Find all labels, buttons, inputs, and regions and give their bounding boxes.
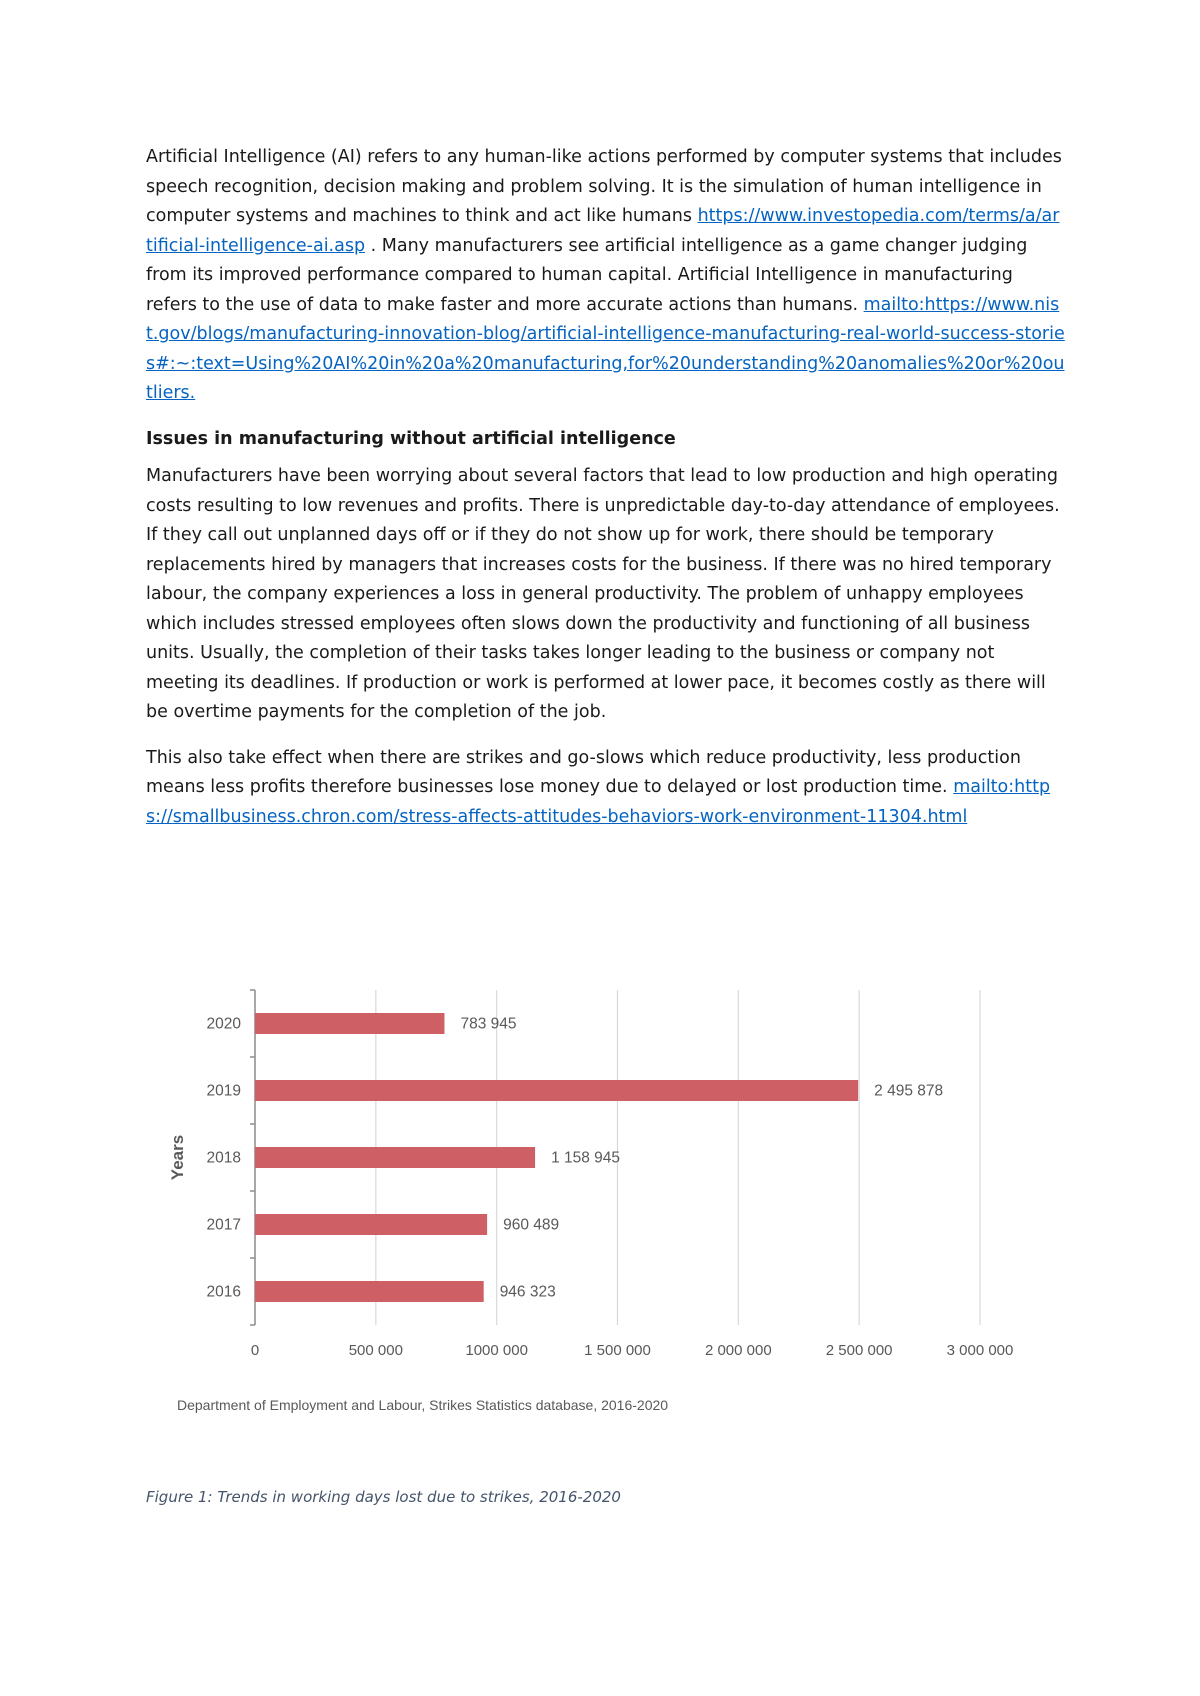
y-tick-label: 2017 — [206, 1216, 241, 1234]
paragraph-strikes — [146, 744, 1066, 833]
y-tick-label: 2020 — [206, 1015, 241, 1033]
paragraph-text: . Many manufacturers see artificial intelligence as a game changer judging from its improved performance compared to human capital. Artificial Intelligence in manufacturing refers to the use of data to make faster and more accurate actions than humans. — [146, 235, 1028, 315]
y-tick-label: 2019 — [206, 1082, 241, 1100]
data-label: 1 158 945 — [551, 1149, 621, 1167]
bar — [255, 1080, 858, 1101]
x-tick-label: 1000 000 — [465, 1342, 528, 1359]
paragraph-issues: Manufacturers have been worrying about several factors that lead to low production and high operating costs resulting to low revenues and profits. There is unpredictable day-to-day attendance of employees. If they call out unplanned days off or if they do not show up for work, there should be temporary replacements hired by managers that increases costs for the business. If there was no hired temporary labour, the company experiences a loss in general productivity. The problem of unhappy employees which includes stressed employees often slows down the productivity and functioning of all business units. Usually, the completion of their tasks takes longer leading to the business or company not meeting its deadlines. If production or work is performed at lower pace, it becomes costly as there will be overtime payments for the completion of the job. — [146, 466, 1060, 722]
strikes-chart — [150, 980, 1050, 1420]
x-tick-label: 2 500 000 — [825, 1342, 893, 1359]
paragraph-ai-definition — [146, 143, 1066, 409]
paragraph-text: This also take effect when there are strikes and go-slows which reduce productivity, less production means less profits therefore businesses lose money due to delayed or lost production time. — [146, 747, 1021, 797]
chart-source: Department of Employment and Labour, Strikes Statistics database, 2016-2020 — [177, 1397, 669, 1413]
data-label: 960 489 — [503, 1216, 560, 1234]
figure-caption: Figure 1: Trends in working days lost due to strikes, 2016-2020 — [146, 1488, 621, 1506]
y-tick-label: 2018 — [206, 1149, 241, 1167]
paragraph-text: Artificial Intelligence (AI) refers to any human-like actions performed by computer systems that includes speech recognition, decision making and problem solving. It is the simulation of human intelligence in computer systems and machines to think and act like humans — [146, 147, 1062, 226]
investopedia-link[interactable]: https://www.investopedia.com/terms/a/artificial-intelligence-ai.asp — [146, 206, 1060, 256]
chron-link[interactable]: mailto:https://smallbusiness.chron.com/stress-affects-attitudes-behaviors-work-environment-11304.html — [146, 777, 1051, 827]
y-tick-label: 2016 — [206, 1283, 241, 1301]
bar — [255, 1147, 535, 1168]
bar — [255, 1281, 484, 1302]
data-label: 2 495 878 — [874, 1082, 944, 1100]
data-label: 946 323 — [499, 1283, 556, 1301]
x-tick-label: 1 500 000 — [584, 1342, 651, 1359]
section-heading: Issues in manufacturing without artificial intelligence — [146, 428, 676, 449]
bar — [255, 1214, 487, 1235]
x-tick-label: 2 000 000 — [704, 1342, 772, 1359]
x-tick-label: 500 000 — [348, 1342, 403, 1359]
nist-link[interactable]: mailto:https://www.nist.gov/blogs/manufacturing-innovation-blog/artificial-intelligence-manufacturing-real-world-success-stories#:~:text=Using%20AI%20in%20a%20manufacturing,for%20understanding%20anomalies%20or%20outliers. — [146, 294, 1065, 403]
document-body — [146, 143, 1066, 848]
data-label: 783 945 — [460, 1015, 517, 1033]
bar — [255, 1013, 444, 1034]
y-axis-label: Years — [168, 1134, 187, 1181]
bar-chart-svg — [150, 980, 1050, 1420]
x-tick-label: 3 000 000 — [946, 1342, 1014, 1359]
x-tick-label: 0 — [250, 1342, 260, 1359]
